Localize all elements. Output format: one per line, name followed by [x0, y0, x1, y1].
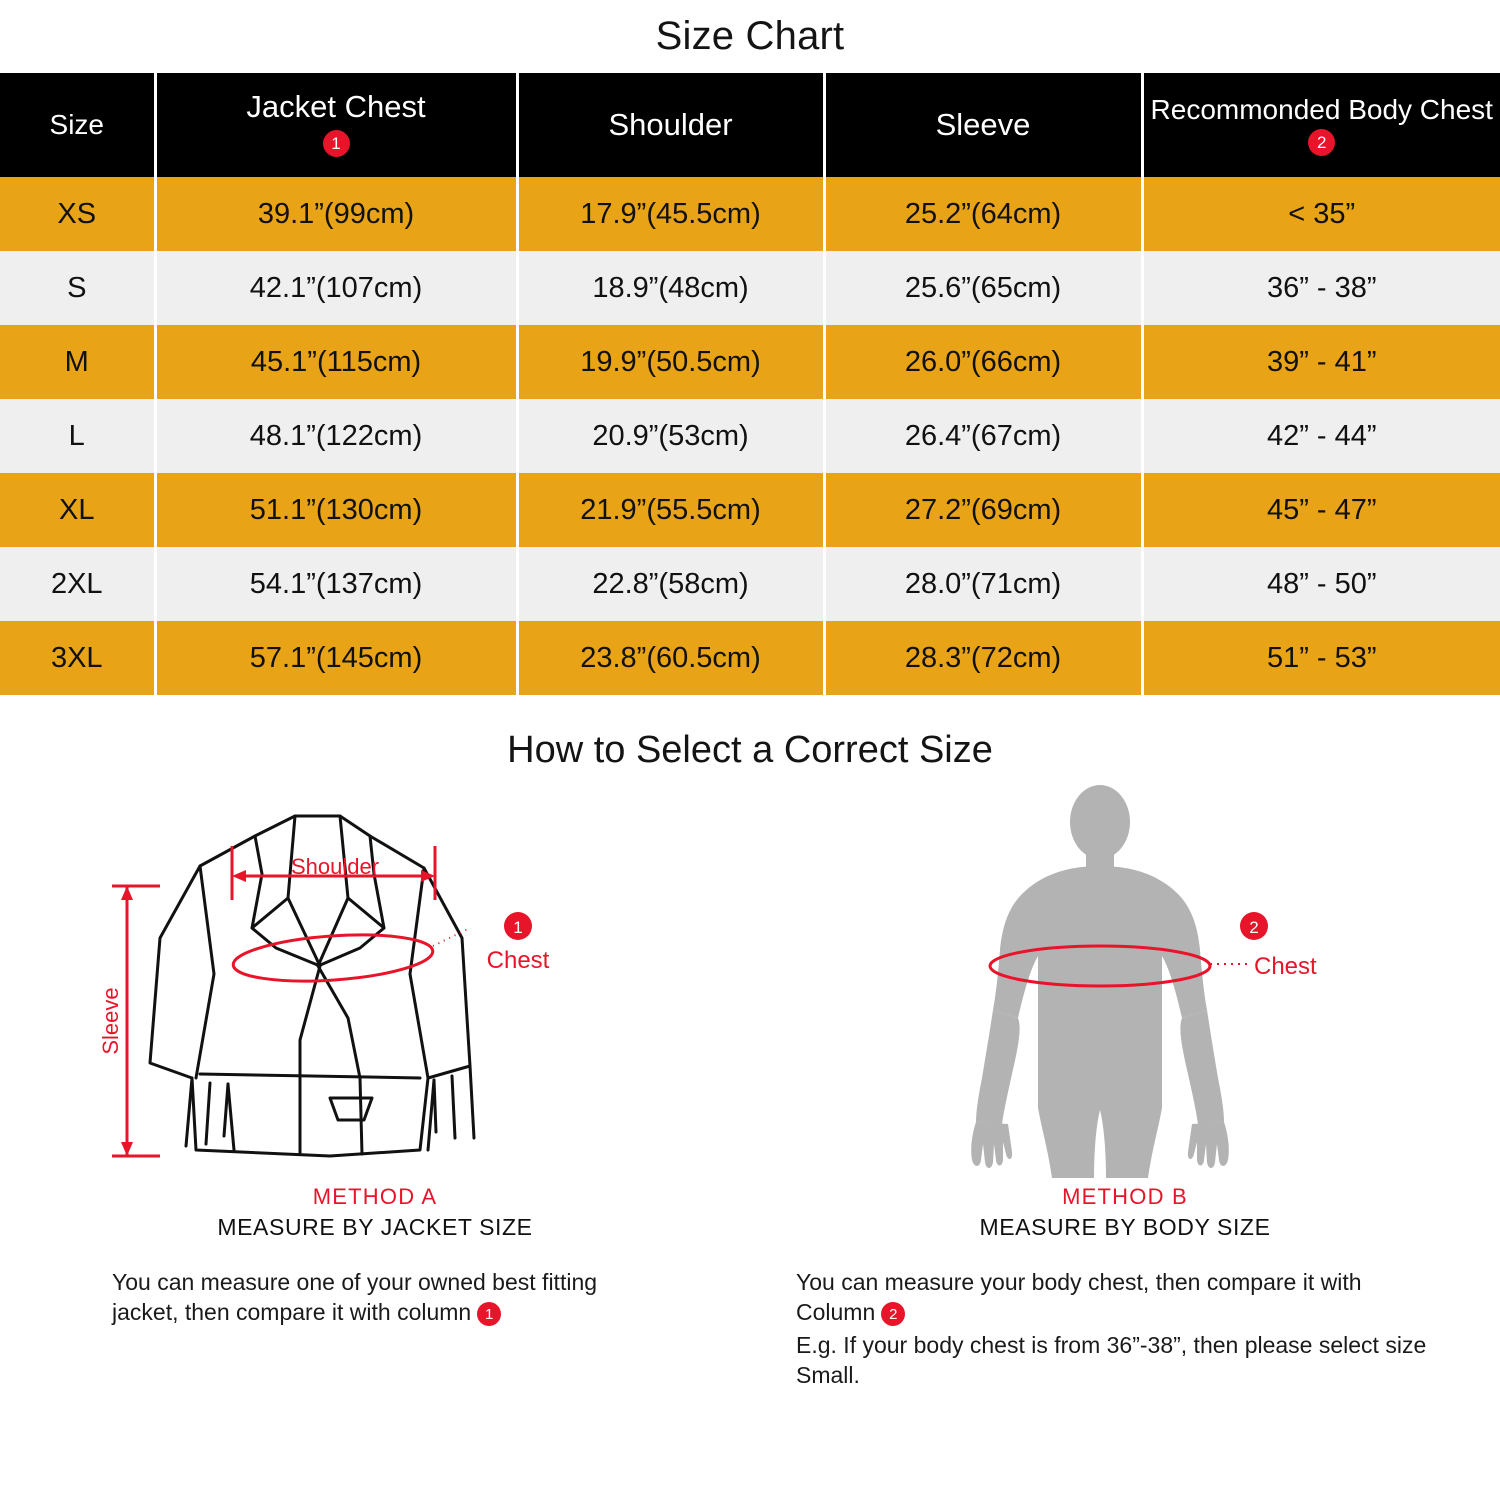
size-table	[0, 73, 1500, 695]
table-row	[0, 251, 1500, 325]
body-illustration-svg	[750, 778, 1500, 1178]
column-header-shoulder-label: Shoulder	[608, 106, 733, 142]
cell-jacket-chest: 39.1”(99cm)	[155, 177, 517, 251]
cell-size: XL	[0, 473, 155, 547]
column-header-sleeve	[824, 73, 1142, 177]
badge-2-icon: 2	[1308, 129, 1335, 156]
cell-size: XS	[0, 177, 155, 251]
cell-shoulder: 18.9”(48cm)	[517, 251, 824, 325]
column-header-size	[0, 73, 155, 177]
cell-body-chest: 36” - 38”	[1142, 251, 1500, 325]
cell-sleeve: 28.3”(72cm)	[824, 621, 1142, 695]
badge-1-icon: 1	[323, 130, 350, 157]
method-b-panel	[750, 778, 1500, 1390]
cell-sleeve: 26.4”(67cm)	[824, 399, 1142, 473]
table-head	[0, 73, 1500, 177]
cell-size: 3XL	[0, 621, 155, 695]
cell-jacket-chest: 45.1”(115cm)	[155, 325, 517, 399]
method-a-panel	[0, 778, 750, 1390]
cell-sleeve: 25.6”(65cm)	[824, 251, 1142, 325]
cell-body-chest: 51” - 53”	[1142, 621, 1500, 695]
cell-sleeve: 28.0”(71cm)	[824, 547, 1142, 621]
table-row	[0, 399, 1500, 473]
cell-shoulder: 22.8”(58cm)	[517, 547, 824, 621]
cell-body-chest: 45” - 47”	[1142, 473, 1500, 547]
table-row	[0, 177, 1500, 251]
body-diagram	[750, 778, 1500, 1178]
cell-sleeve: 25.2”(64cm)	[824, 177, 1142, 251]
method-a-subtitle: MEASURE BY JACKET SIZE	[217, 1214, 533, 1240]
cell-body-chest: 48” - 50”	[1142, 547, 1500, 621]
cell-size: 2XL	[0, 547, 155, 621]
methods-panels	[0, 778, 1500, 1390]
howto-title: How to Select a Correct Size	[507, 729, 993, 771]
cell-jacket-chest: 48.1”(122cm)	[155, 399, 517, 473]
method-b-description	[750, 1267, 1500, 1390]
cell-shoulder: 23.8”(60.5cm)	[517, 621, 824, 695]
method-a-description	[0, 1267, 750, 1328]
cell-shoulder: 20.9”(53cm)	[517, 399, 824, 473]
cell-jacket-chest: 51.1”(130cm)	[155, 473, 517, 547]
table-body	[0, 177, 1500, 695]
method-b-desc-text: You can measure your body chest, then compare it with Column	[796, 1269, 1362, 1326]
cell-body-chest: 39” - 41”	[1142, 325, 1500, 399]
method-a-desc-text: You can measure one of your owned best fitting jacket, then compare it with column	[112, 1269, 598, 1326]
cell-shoulder: 19.9”(50.5cm)	[517, 325, 824, 399]
method-a-title: METHOD A	[312, 1184, 438, 1209]
jacket-diagram	[0, 778, 750, 1178]
cell-sleeve: 26.0”(66cm)	[824, 325, 1142, 399]
column-header-size-label: Size	[49, 109, 104, 141]
cell-body-chest: 42” - 44”	[1142, 399, 1500, 473]
method-b-subtitle: MEASURE BY BODY SIZE	[979, 1214, 1271, 1240]
cell-body-chest: < 35”	[1142, 177, 1500, 251]
cell-jacket-chest: 54.1”(137cm)	[155, 547, 517, 621]
cell-shoulder: 21.9”(55.5cm)	[517, 473, 824, 547]
sleeve-label: Sleeve	[98, 987, 123, 1055]
table-row	[0, 621, 1500, 695]
badge-1-icon: 1	[477, 1302, 501, 1326]
badge-2-icon: 2	[881, 1302, 905, 1326]
chest-label: Chest	[486, 947, 550, 974]
cell-size: S	[0, 251, 155, 325]
table-row	[0, 325, 1500, 399]
column-header-jacket-chest-label: Jacket Chest	[246, 89, 426, 125]
cell-jacket-chest: 42.1”(107cm)	[155, 251, 517, 325]
badge-2-icon: 2	[1249, 918, 1259, 937]
cell-size: L	[0, 399, 155, 473]
table-header-row	[0, 73, 1500, 177]
cell-sleeve: 27.2”(69cm)	[824, 473, 1142, 547]
column-header-shoulder	[517, 73, 824, 177]
method-b-title: METHOD B	[1062, 1184, 1188, 1209]
page-title: Size Chart	[655, 14, 845, 58]
table-row	[0, 547, 1500, 621]
cell-size: M	[0, 325, 155, 399]
cell-jacket-chest: 57.1”(145cm)	[155, 621, 517, 695]
column-header-sleeve-label: Sleeve	[935, 106, 1031, 142]
method-b-desc-example: E.g. If your body chest is from 36”-38”, then please select size Small.	[796, 1331, 1427, 1389]
jacket-illustration-svg	[0, 778, 750, 1178]
shoulder-label: Shoulder	[290, 854, 380, 879]
table-row	[0, 473, 1500, 547]
column-header-recommended-body-chest	[1142, 73, 1500, 177]
chest-label: Chest	[1254, 953, 1317, 980]
badge-1-icon: 1	[513, 918, 523, 937]
column-header-recommended-body-chest-label: Recommonded Body Chest	[1150, 93, 1493, 125]
column-header-jacket-chest	[155, 73, 517, 177]
cell-shoulder: 17.9”(45.5cm)	[517, 177, 824, 251]
